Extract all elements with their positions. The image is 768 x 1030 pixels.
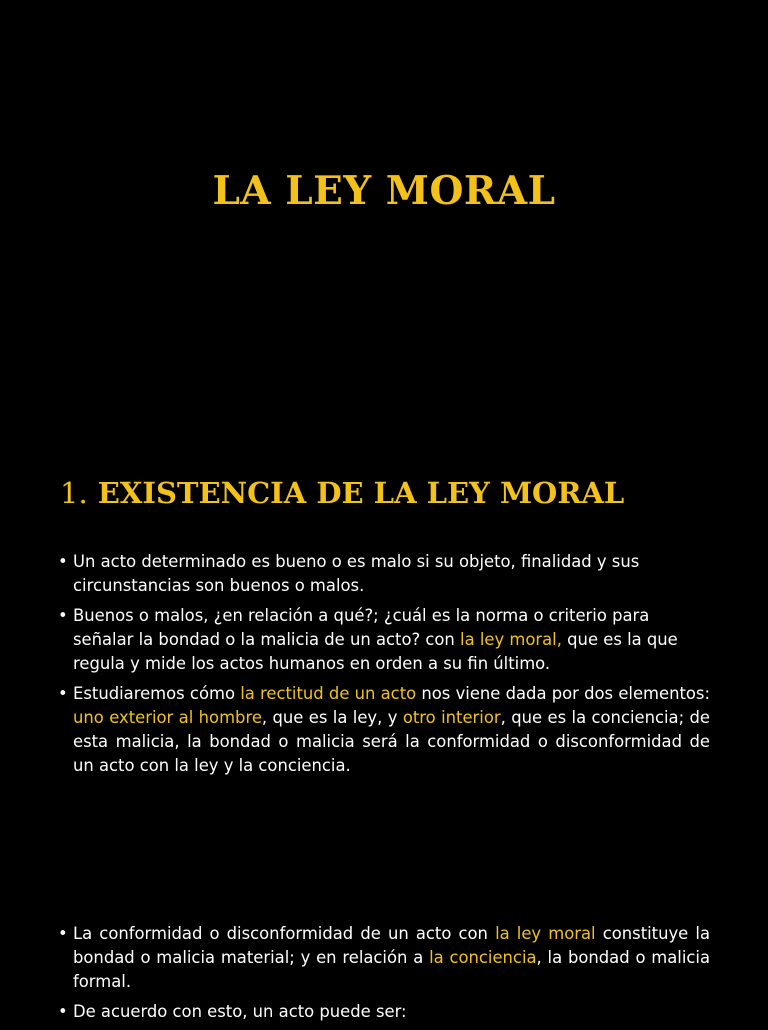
bullet-item [58,922,710,994]
bullet-text: , que es la conciencia; de esta malicia, la bondad o malicia será la conformidad o disconformidad de un acto con la ley y la conciencia. [73,708,710,775]
bullet-item [58,682,710,778]
bullet-text: nos viene dada por dos elementos: [416,684,710,703]
bullet-text: La conformidad o disconformidad de un acto con [73,924,496,943]
content-slide [0,440,768,1024]
bullet-list-lower [58,922,710,1030]
bullet-text: que es la que regula y mide los actos humanos en orden a su fin último. [73,630,678,673]
bullet-text: , que es la ley, y [261,708,403,727]
bullet-item [58,550,710,598]
highlighted-term: la rectitud de un acto [240,684,417,703]
section-number: 1. [60,476,88,510]
section-heading [60,476,728,510]
bullet-item [58,604,710,676]
bullet-text: constituye la bondad o malicia material; y en relación a [73,924,710,967]
highlighted-term: otro interior [402,708,501,727]
bullet-item [58,1000,710,1024]
bullet-text: Estudiaremos cómo [73,684,241,703]
bullet-text: De acuerdo con esto, un acto puede ser: [73,1002,407,1021]
title-slide [0,0,768,440]
highlighted-term: la ley moral [495,924,596,943]
bullet-text: , la bondad o malicia formal. [73,948,710,991]
slide-title: LA LEY MORAL [212,168,556,214]
bullet-list [58,550,710,784]
bullet-text: Buenos o malos, ¿en relación a qué?; ¿cuál es la norma o criterio para señalar la bondad o la malicia de un acto? con [73,606,650,649]
section-heading-text: EXISTENCIA DE LA LEY MORAL [97,476,625,510]
highlighted-term: uno exterior al hombre [73,708,262,727]
highlighted-term: la ley moral, [460,630,562,649]
highlighted-term: la conciencia [429,948,537,967]
bullet-text: Un acto determinado es bueno o es malo si su objeto, finalidad y sus circunstancias son buenos o malos. [73,552,640,595]
